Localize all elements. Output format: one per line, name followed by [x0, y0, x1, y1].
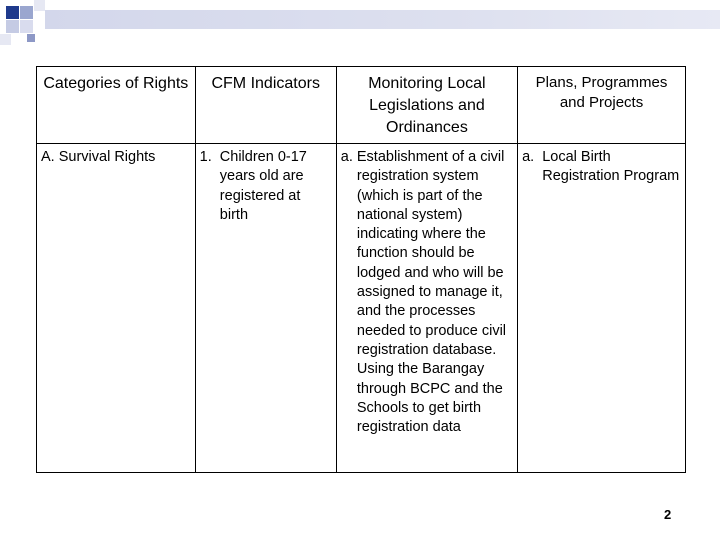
table-row [37, 144, 686, 473]
plans-marker: a. [522, 149, 543, 165]
decor-square [27, 34, 35, 42]
rights-table [36, 66, 686, 473]
header-bar [45, 10, 720, 29]
decor-square [20, 20, 33, 33]
plans-text: Local Birth Registration Program [542, 149, 680, 185]
table-header-row [37, 67, 686, 144]
cell-monitoring [336, 144, 517, 473]
page-number: 2 [664, 507, 672, 522]
decor-square [20, 6, 33, 19]
header-plans: Plans, Programmes and Projects [518, 67, 686, 144]
cell-category [37, 144, 196, 473]
cell-plans [518, 144, 686, 473]
monitoring-text: Establishment of a civil registration system (which is part of the national system) indicating where the function should be lodged and who will be assigned to manage it, and the processes needed to produce civil registration database. Using the Barangay through BCPC and the Schools to get birth registration data [356, 149, 507, 436]
decor-square [0, 34, 11, 45]
decor-square [6, 6, 19, 19]
monitoring-marker: a. [340, 149, 357, 165]
header-monitoring: Monitoring Local Legislations and Ordinances [336, 67, 517, 144]
decor-square [34, 0, 45, 11]
header-categories: Categories of Rights [37, 67, 196, 144]
indicator-marker: 1. [199, 149, 220, 165]
cell-indicator [195, 144, 336, 473]
header-decoration [0, 0, 720, 46]
decor-square [6, 20, 19, 33]
header-cfm-indicators: CFM Indicators [195, 67, 336, 144]
indicator-text: Children 0-17 years old are registered at birth [219, 149, 307, 223]
category-text: A. Survival Rights [41, 149, 156, 165]
